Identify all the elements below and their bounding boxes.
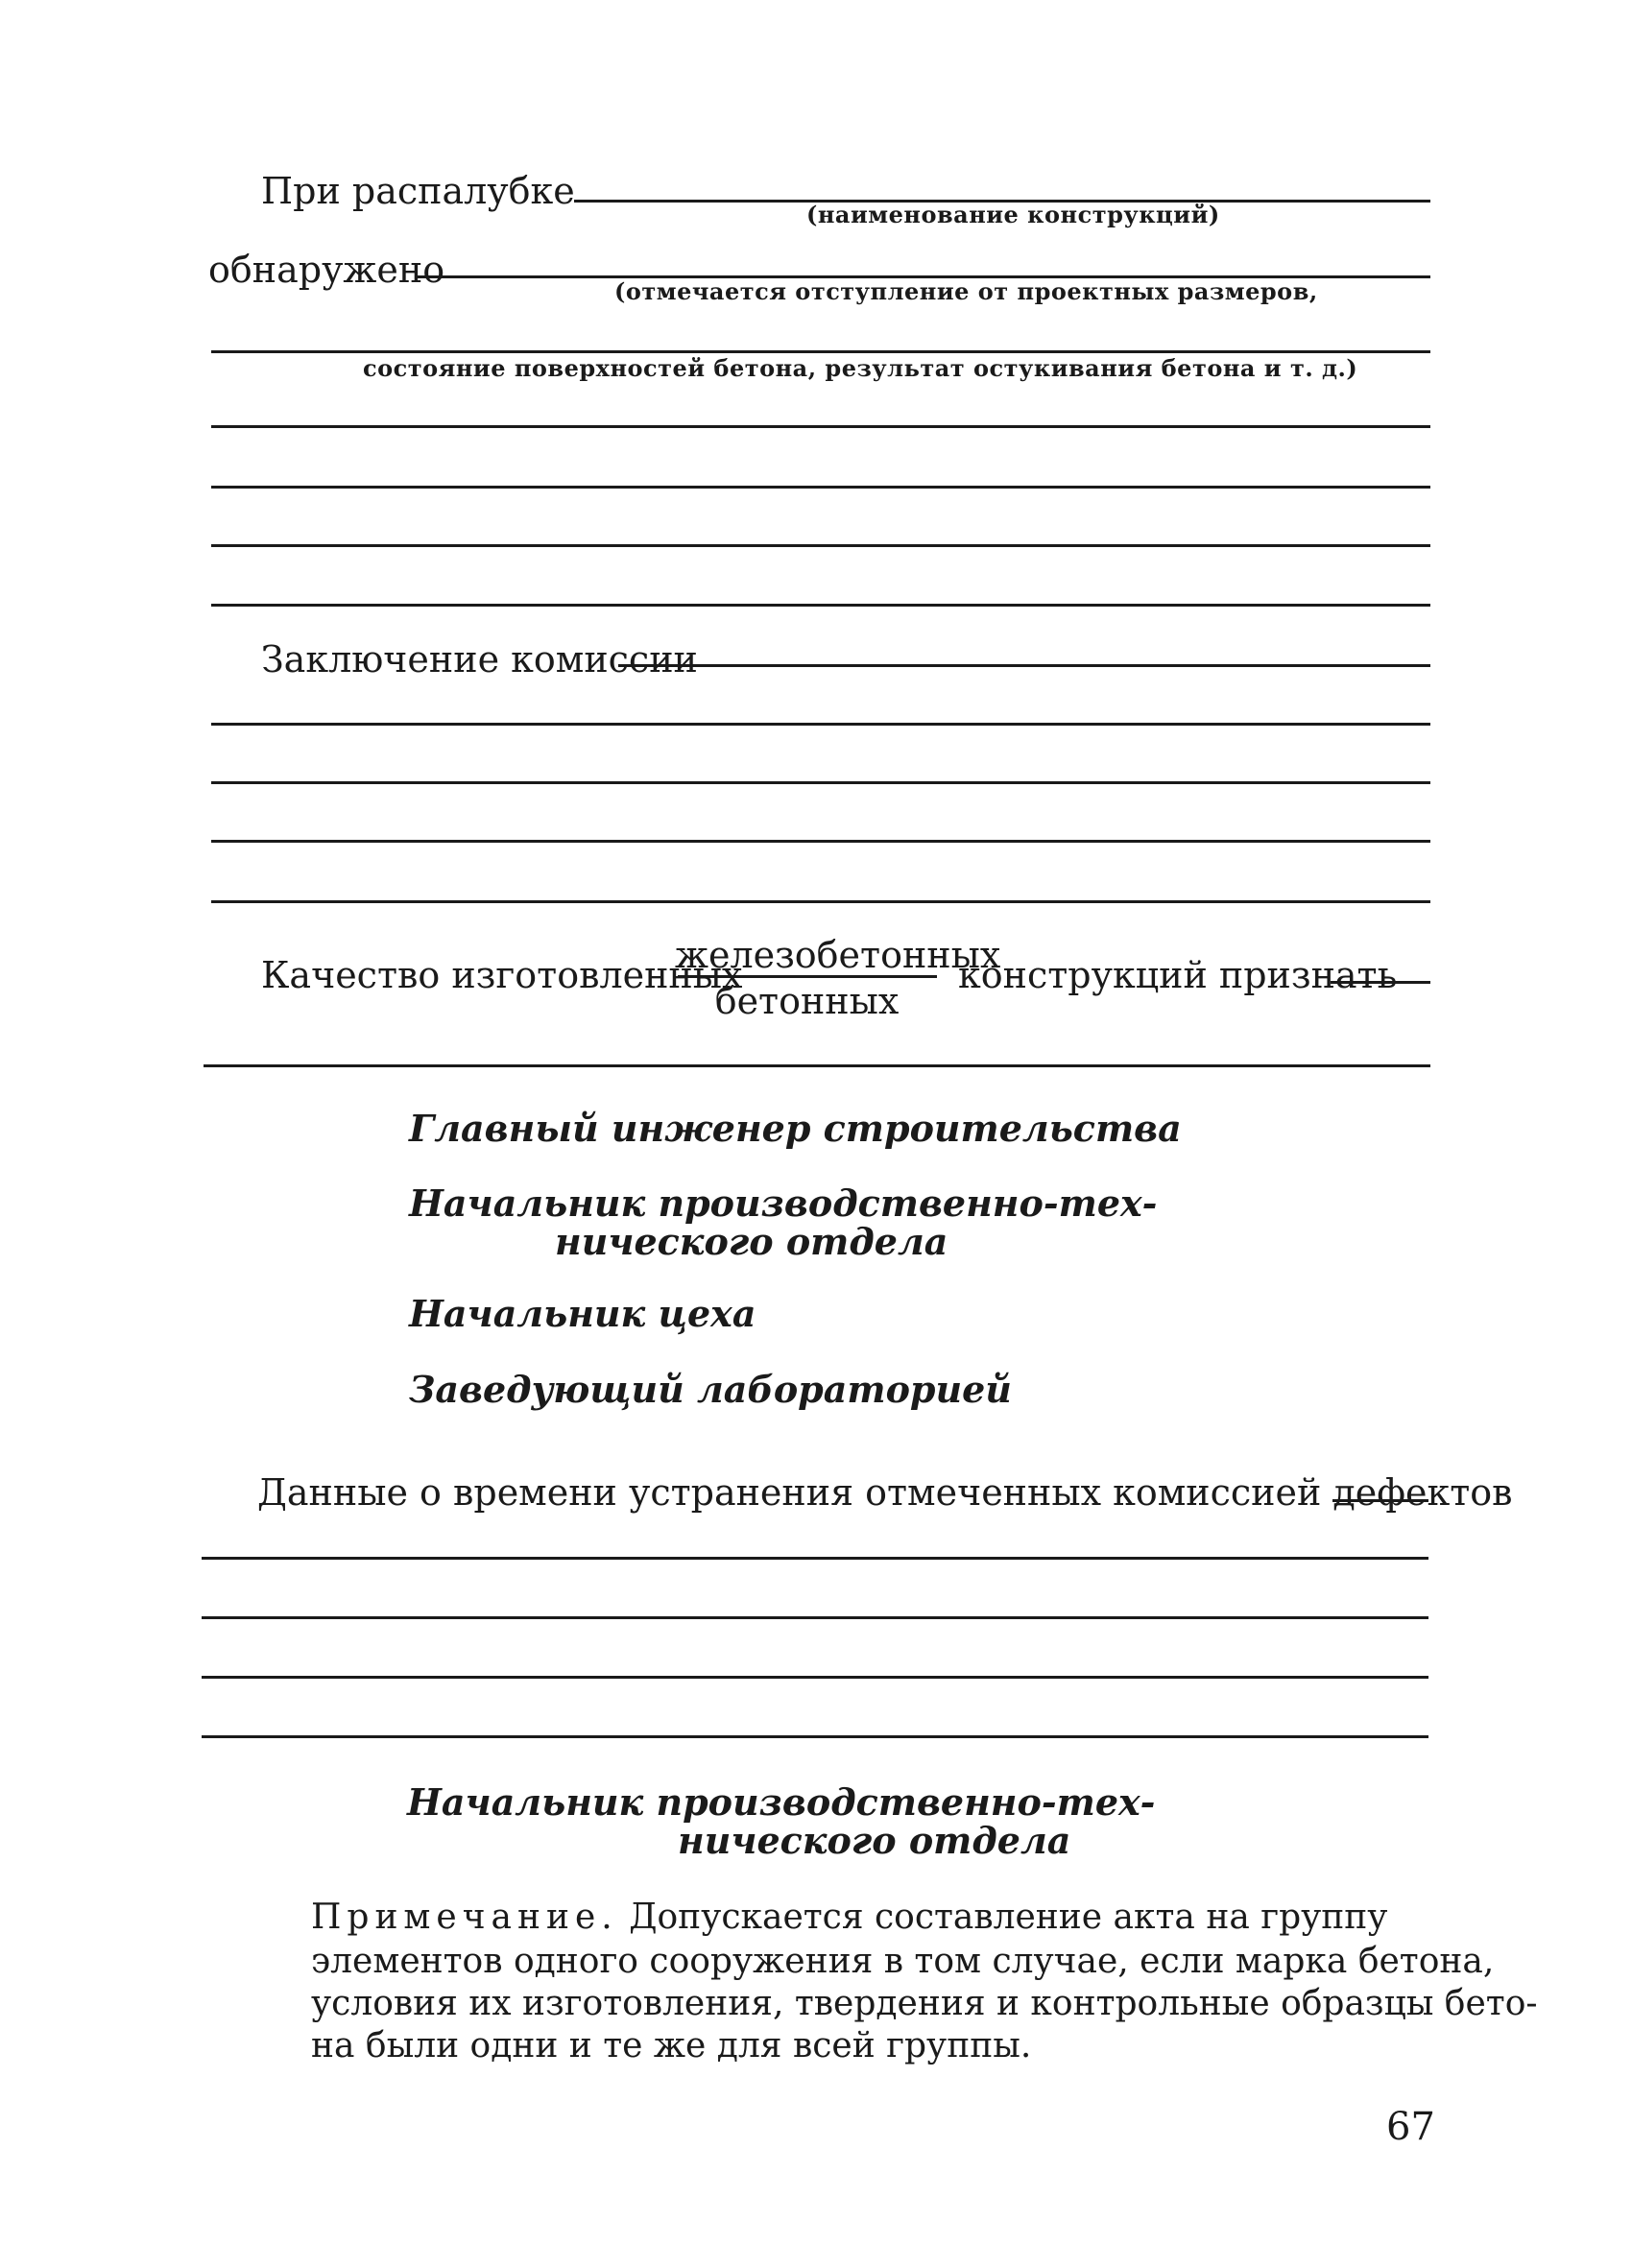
note-line2: элементов одного сооружения в том случае, если марка бетона, [311,1942,1495,1981]
page-number: 67 [1386,2105,1435,2149]
fraction-bar [678,975,937,978]
zaklyuchenie-label: Заключение комиссии [261,638,698,680]
kachestvo-suffix: конструкций признать [958,954,1398,996]
signature-final-pto-line1: Начальник производственно-тех- [407,1780,1156,1824]
note-line3: условия их изготовления, твердения и контрольные образцы бето- [311,1984,1538,2023]
signature-glavny-inzhener: Главный инженер строительства [409,1107,1182,1150]
blank-fill-line[interactable] [204,1064,1430,1067]
dannye-fill-line[interactable] [1332,1499,1428,1502]
blank-fill-line[interactable] [211,544,1430,547]
blank-fill-line[interactable] [211,781,1430,784]
raspalubka-caption: (наименование конструкций) [806,201,1220,228]
dannye-label: Данные о времени устранения отмеченных комиссией дефектов [257,1471,1513,1514]
zaklyuchenie-fill-line[interactable] [618,664,1430,667]
kachestvo-denominator: бетонных [714,980,900,1022]
raspalubka-label: При распалубке [261,170,575,212]
kachestvo-numerator: железобетонных [675,934,1001,976]
signature-nachalnik-tseha: Начальник цеха [409,1292,756,1335]
signature-zaveduyushchy-lab: Заведующий лабораторией [409,1368,1012,1411]
kachestvo-fill-line[interactable] [1331,981,1430,984]
blank-fill-line[interactable] [202,1735,1428,1738]
note-line1 [311,1895,1444,1941]
kachestvo-prefix: Качество изготовленных [261,954,743,996]
blank-fill-line[interactable] [202,1676,1428,1679]
blank-fill-line[interactable] [211,604,1430,607]
note-line4: на были одни и те же для всей группы. [311,2026,1032,2065]
note-label: Примечание. [311,1898,618,1937]
signature-final-pto-line2: нического отдела [678,1819,1071,1862]
blank-fill-line[interactable] [211,840,1430,843]
obnaruzheno-caption-1: (отмечается отступление от проектных размеров, [614,277,1318,305]
blank-fill-line[interactable] [202,1616,1428,1619]
blank-fill-line[interactable] [202,1557,1428,1560]
obnaruzheno-label: обнаружено [208,249,445,291]
blank-fill-line[interactable] [211,486,1430,489]
signature-nachalnik-pto-line1: Начальник производственно-тех- [409,1182,1158,1225]
blank-fill-line[interactable] [211,900,1430,903]
obnaruzheno-caption-2: состояние поверхностей бетона, результат остукивания бетона и т. д.) [363,354,1358,382]
note-text-1: Допускается составление акта на группу [629,1898,1388,1937]
signature-nachalnik-pto-line2: нического отдела [555,1220,948,1263]
blank-fill-line[interactable] [211,425,1430,428]
blank-fill-line[interactable] [211,723,1430,726]
obnaruzheno-fill-line[interactable] [211,350,1430,353]
